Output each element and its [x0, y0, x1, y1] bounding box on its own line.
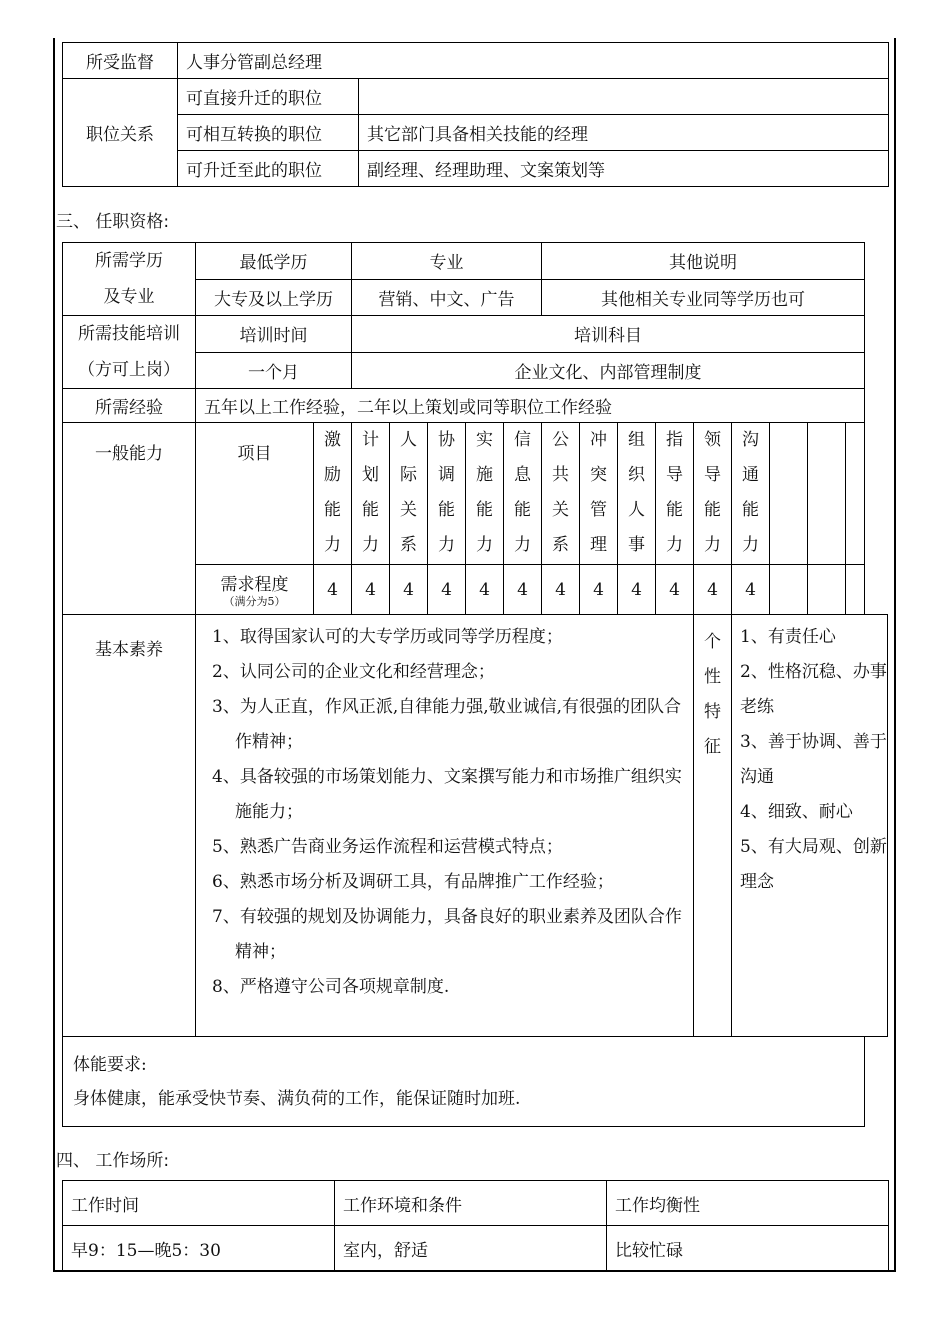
traits-list	[732, 615, 888, 1037]
workplace-header: 工作环境和条件	[335, 1181, 607, 1226]
physical-requirement	[63, 1037, 865, 1127]
trait-item: 2、性格沉稳、办事老练	[740, 662, 887, 717]
physical-value: 身体健康，能承受快节奏、满负荷的工作，能保证随时加班.	[73, 1088, 521, 1109]
basic-quality-item: 4、具备较强的市场策划能力、文案撰写能力和市场推广组织实施能力；	[212, 767, 682, 822]
trait-item: 1、有责任心	[740, 627, 836, 647]
empty-cell	[770, 423, 808, 565]
other-value: 其他相关专业同等学历也可	[542, 279, 865, 316]
relation-value-3: 副经理、经理助理、文案策划等	[359, 151, 889, 187]
demand-level: 4	[390, 565, 428, 615]
ability-name: 沟 通 能 力	[732, 423, 770, 565]
demand-level: 4	[732, 565, 770, 615]
min-edu-value: 大专及以上学历	[196, 279, 352, 316]
ability-name: 人 际 关 系	[390, 423, 428, 565]
relation-value-1	[359, 79, 889, 115]
trait-item: 4、细致、耐心	[740, 802, 853, 822]
ability-name: 指 导 能 力	[656, 423, 694, 565]
major-header: 专业	[352, 243, 542, 280]
demand-level: 4	[504, 565, 542, 615]
workplace-header: 工作均衡性	[607, 1181, 889, 1226]
work-hours-value: 早9：15—晚5：30	[63, 1226, 335, 1271]
ability-name: 实 施 能 力	[466, 423, 504, 565]
min-edu-header: 最低学历	[196, 243, 352, 280]
demand-level: 4	[618, 565, 656, 615]
basic-quality-item: 7、有较强的规划及协调能力，具备良好的职业素养及团队合作精神；	[212, 907, 682, 962]
ability-name: 信 息 能 力	[504, 423, 542, 565]
relation-value-2: 其它部门具备相关技能的经理	[359, 115, 889, 151]
basic-qualities-label: 基本素养	[63, 615, 196, 1037]
traits-label: 个 性 特 征	[694, 615, 732, 1037]
ability-name: 冲 突 管 理	[580, 423, 618, 565]
experience-label: 所需经验	[63, 389, 196, 423]
demand-level: 4	[580, 565, 618, 615]
work-environment-value: 室内，舒适	[335, 1226, 607, 1271]
basic-quality-item: 2、认同公司的企业文化和经营理念；	[212, 662, 495, 682]
work-balance-value: 比较忙碌	[607, 1226, 889, 1271]
demand-level: 4	[656, 565, 694, 615]
basic-quality-item: 5、熟悉广告商业务运作流程和运营模式特点；	[212, 837, 563, 857]
empty-cell	[808, 565, 846, 615]
major-value: 营销、中文、广告	[352, 279, 542, 316]
empty-cell	[846, 565, 865, 615]
demand-level: 4	[428, 565, 466, 615]
relation-label-3: 可升迁至此的职位	[178, 151, 359, 187]
relation-label-2: 可相互转换的职位	[178, 115, 359, 151]
supervised-value: 人事分管副总经理	[178, 43, 889, 79]
basic-quality-item: 8、严格遵守公司各项规章制度.	[212, 977, 450, 997]
section3-title: 三、 任职资格:	[56, 212, 170, 232]
demand-level: 4	[314, 565, 352, 615]
demand-level: 4	[694, 565, 732, 615]
basic-quality-item: 1、取得国家认可的大专学历或同等学历程度；	[212, 627, 563, 647]
physical-label: 体能要求:	[73, 1054, 147, 1075]
item-label: 项目	[196, 423, 314, 565]
edu-label: 所需学历 及专业	[63, 243, 196, 316]
training-time-header: 培训时间	[196, 316, 352, 353]
demand-level: 4	[466, 565, 504, 615]
experience-value: 五年以上工作经验，二年以上策划或同等职位工作经验	[196, 389, 865, 423]
training-subject-value: 企业文化、内部管理制度	[352, 352, 865, 389]
ability-name: 激 励 能 力	[314, 423, 352, 565]
training-label: 所需技能培训 （方可上岗）	[63, 316, 196, 389]
training-time-value: 一个月	[196, 352, 352, 389]
ability-name: 协 调 能 力	[428, 423, 466, 565]
section4-title: 四、 工作场所:	[56, 1151, 170, 1171]
workplace-header: 工作时间	[63, 1181, 335, 1226]
relation-label-1: 可直接升迁的职位	[178, 79, 359, 115]
basic-quality-item: 3、为人正直，作风正派,自律能力强,敬业诚信,有很强的团队合作精神；	[212, 697, 682, 752]
trait-item: 3、善于协调、善于沟通	[740, 732, 887, 787]
trait-item: 5、有大局观、创新理念	[740, 837, 887, 892]
ability-name: 组 织 人 事	[618, 423, 656, 565]
qualifications-table	[62, 242, 888, 1127]
demand-label: 需求程度 （满分为5）	[196, 565, 314, 615]
basic-quality-item: 6、熟悉市场分析及调研工具，有品牌推广工作经验；	[212, 872, 614, 892]
demand-level: 4	[542, 565, 580, 615]
ability-name: 公 共 关 系	[542, 423, 580, 565]
demand-level: 4	[352, 565, 390, 615]
supervised-label: 所受监督	[63, 43, 178, 79]
position-relations-table	[62, 42, 889, 187]
ability-label: 一般能力	[63, 423, 196, 615]
ability-name: 领 导 能 力	[694, 423, 732, 565]
relation-label: 职位关系	[63, 79, 178, 187]
other-header: 其他说明	[542, 243, 865, 280]
empty-cell	[808, 423, 846, 565]
empty-cell	[770, 565, 808, 615]
workplace-table	[62, 1180, 889, 1271]
basic-qualities-list	[196, 615, 694, 1037]
training-subject-header: 培训科目	[352, 316, 865, 353]
empty-cell	[846, 423, 865, 565]
ability-name: 计 划 能 力	[352, 423, 390, 565]
